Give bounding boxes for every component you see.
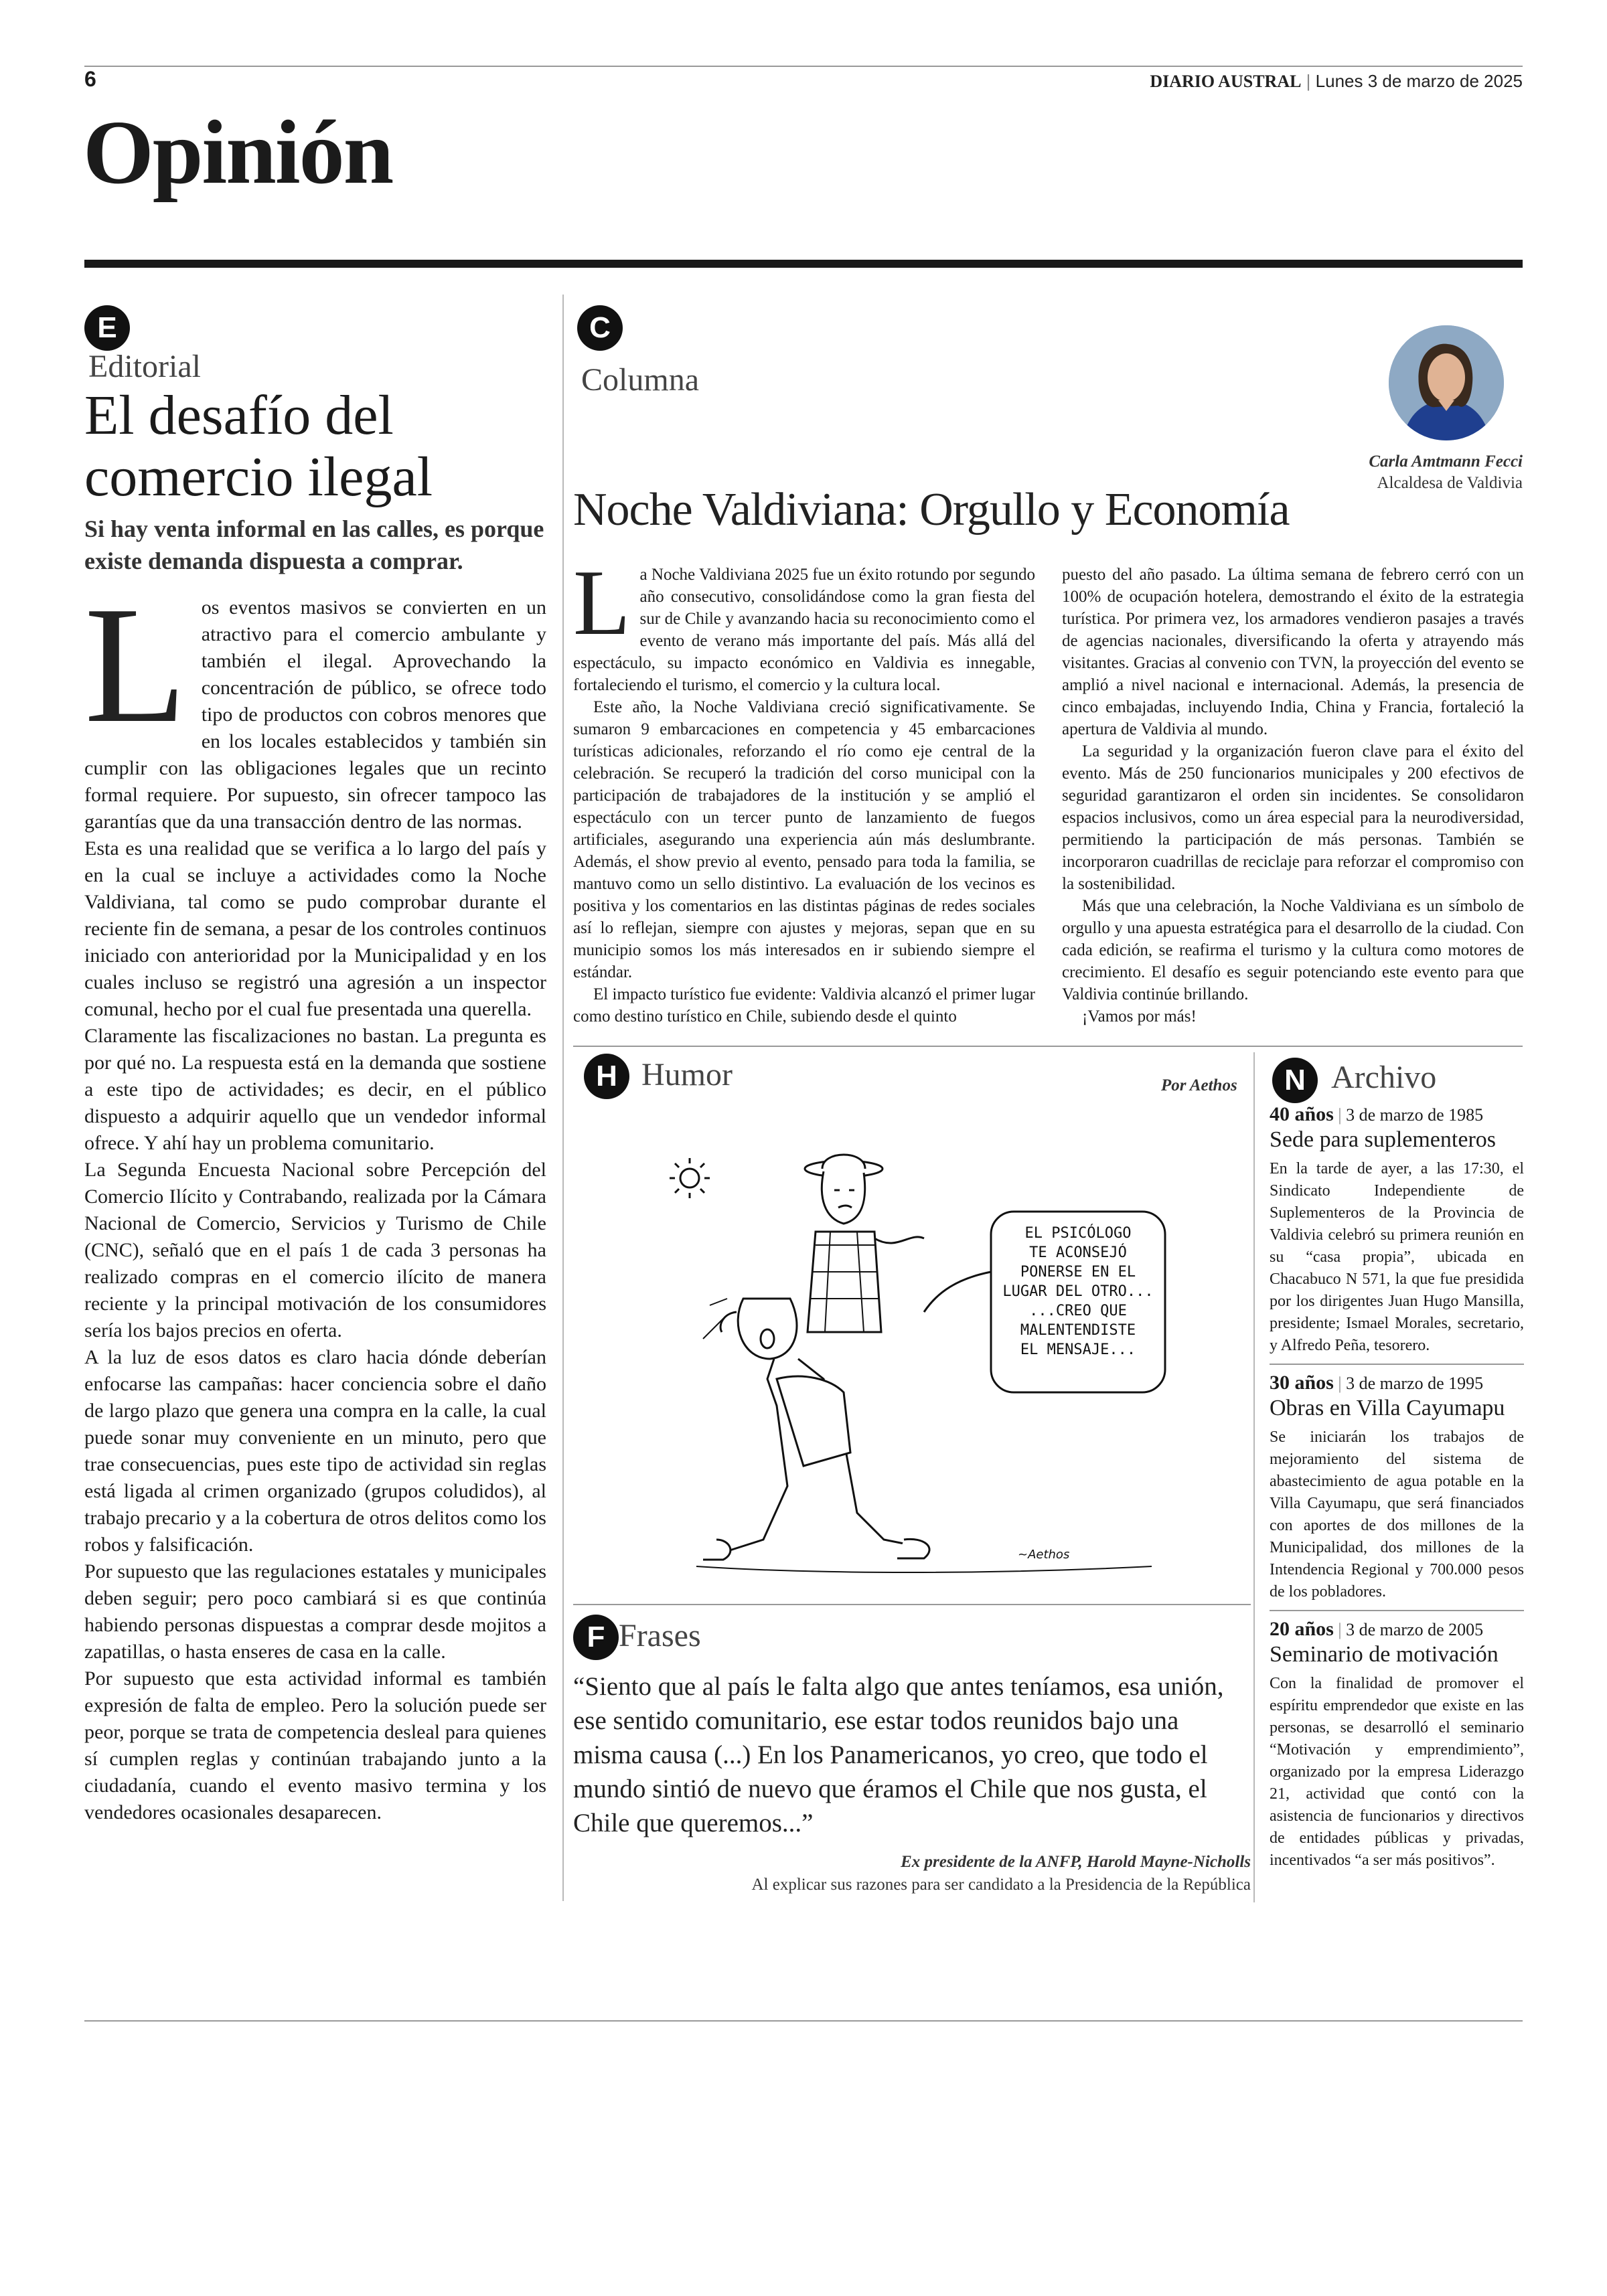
archivo-divider: [1253, 1052, 1255, 1902]
humor-badge: H: [584, 1054, 629, 1099]
cartoon-man-hat: [805, 1155, 924, 1332]
editorial-paragraph: os eventos masivos se convierten en un atractivo para el comercio ambulante y también el ilegal. Aprovechando la concentración de público, se ofrece todo tipo de productos con cobros menores que en los locales establecidos y también sin cumplir con las obligaciones legales que un recinto formal requiere. Por supuesto, sin ofrecer tampoco las garantías que da una transacción dentro de las normas.: [84, 596, 546, 833]
author-photo: [1389, 325, 1504, 440]
humor-bottom-rule: [573, 1604, 1251, 1605]
column-bottom-rule: [573, 1046, 1523, 1047]
archivo-badge: N: [1272, 1058, 1318, 1103]
archivo-item: 30 años | 3 de marzo de 1995 Obras en Villa Cayumapu Se iniciarán los trabajos de mejoramiento del sistema de abastecimiento de agua potable en la Villa Cayumapu, que será financiados con aportes de dos millones de la Municipalidad, dos millones de la Intendencia Regional y 700.000 pesos de los pobladores.: [1270, 1372, 1524, 1603]
editorial-badge: E: [84, 305, 130, 351]
column-paragraph: Este año, la Noche Valdiviana creció significativamente. Se sumaron 9 embarcaciones en competencia y 45 embarcaciones turísticas adicionales, reforzando el río como eje central de la celebración. Se recuperó la tradición del corso municipal con la participación de trabajadores de la institución y se amplió el espectáculo con un tercer punto de lanzamiento de fuegos artificiales, asegurando una experiencia aún más deslumbrante. Además, el show previo al evento, pensado para toda la familia, se mantuvo como un sello distintivo. La evaluación de los vecinos es positiva y los comentarios en las distintas páginas de redes sociales así lo reflejan, siempre con ajustes y mejoras, sepan que en su municipio somos los más interesados en ir subiendo siempre el estándar.: [573, 698, 1035, 981]
cartoon: [643, 1138, 1192, 1593]
column-paragraph: El impacto turístico fue evidente: Valdivia alcanzó el primer lugar como destino turístico en Chile, subiendo desde el quinto: [573, 985, 1035, 1026]
masthead-info: DIARIO AUSTRAL | Lunes 3 de marzo de 2025: [1150, 71, 1523, 91]
archivo-years: 30 años: [1270, 1372, 1334, 1394]
archivo-body: En la tarde de ayer, a las 17:30, el Sindicato Independiente de Suplementeros de la Provincia de Valdivia celebró su primera reunión en su “casa propia”, ubicada en Chacabuco N 571, la que fue presidida por los dirigentes Juan Hugo Mansilla, presidente; Ismael Morales, secretario, y Alfredo Peña, tesorero.: [1270, 1160, 1524, 1354]
column-paragraph: Más que una celebración, la Noche Valdiviana es un símbolo de orgullo y una apuesta estratégica para el desarrollo de la ciudad. Con cada edición, se reafirma el turismo y la cultura como motores de crecimiento. El desafío es seguir potenciando este evento para que Valdivia continúe brillando.: [1062, 897, 1524, 1003]
editorial-paragraph: La Segunda Encuesta Nacional sobre Percepción del Comercio Ilícito y Contrabando, realizada por la Cámara Nacional de Comercio, Servicios y Turismo de Chile (CNC), señaló que en el país 1 de cada 3 personas ha realizado compras en el comercio ilícito de manera reciente y la principal motivación de los consumidores sería los bajos precios en oferta.: [84, 1159, 546, 1341]
page-number: 6: [84, 67, 96, 91]
column-title: Noche Valdiviana: Orgullo y Economía: [573, 484, 1290, 536]
column-label: Columna: [581, 362, 699, 398]
bubble-line: TE ACONSEJÓ: [1029, 1244, 1127, 1261]
speech-bubble-text: [991, 1224, 1165, 1360]
humor-byline: Por Aethos: [1161, 1076, 1237, 1094]
archivo-label: Archivo: [1331, 1060, 1437, 1095]
publication-date: Lunes 3 de marzo de 2025: [1315, 71, 1523, 91]
publication-name: DIARIO AUSTRAL: [1150, 72, 1302, 91]
editorial-paragraph: Por supuesto que las regulaciones estatales y municipales deben seguir; pero poco cambiará si es que continúa habiendo personas dispuestas a comprar desde mojitos a zapatillas, o hasta enseres de casa en la calle.: [84, 1560, 546, 1663]
archivo-list: [1270, 1103, 1524, 1872]
column-dropcap: L: [573, 551, 631, 655]
archivo-title: Seminario de motivación: [1270, 1642, 1499, 1667]
section-title: Opinión: [83, 102, 393, 203]
column-paragraph: ¡Vamos por más!: [1082, 1007, 1197, 1026]
column-paragraph: puesto del año pasado. La última semana de febrero cerró con un 100% de ocupación hotelera, demostrando el éxito de la estrategia turística. Por primera vez, los armadores vendieron pasajes a través de agencias nacionales, diversificando la oferta y atrayendo más visitantes. Gracias al convenio con TVN, la proyección del evento se amplió a nivel nacional e internacional. Además, la presencia de cinco embajadas, incluyendo India, China y Francia, fortaleció la apertura de Valdivia al mundo.: [1062, 566, 1524, 738]
archivo-item: 20 años | 3 de marzo de 2005 Seminario de motivación Con la finalidad de promover el espíritu emprendedor que existe en las personas, se desarrolló el seminario “Motivación y emprendimiento”, organizado por la empresa Liderazgo 21, actividad que contó con la asistencia de funcionarios y directivos de entidades públicas y privadas, incentivados “a ser más positivos”.: [1270, 1618, 1524, 1872]
column-badge: C: [577, 305, 623, 351]
archivo-years: 20 años: [1270, 1618, 1334, 1640]
archivo-title: Obras en Villa Cayumapu: [1270, 1396, 1505, 1420]
sun-icon: [670, 1158, 710, 1198]
column-paragraph: a Noche Valdiviana 2025 fue un éxito rotundo por segundo año consecutivo, consolidándose como la gran fiesta del sur de Chile y avanzando hacia su reconocimiento como el evento de verano más importante del país. Más allá del espectáculo, su impacto económico en Valdivia es innegable, fortaleciendo el turismo, el comercio y la cultura local.: [573, 566, 1035, 694]
svg-text:~Aethos: ~Aethos: [1018, 1548, 1070, 1562]
editorial-paragraph: Claramente las fiscalizaciones no bastan. La pregunta es por qué no. La respuesta está en la demanda que sostiene a este tipo de actividades; es decir, en el público dispuesto a adquirir aquello que un vendedor informal ofrece. Y ahí hay un problema comunitario.: [84, 1025, 546, 1154]
frases-attribution: Ex presidente de la ANFP, Harold Mayne-Nicholls: [901, 1853, 1251, 1871]
frases-quote: “Siento que al país le falta algo que antes teníamos, esa unión, ese sentido comunitario, ese estar todos reunidos bajo una misma causa (...) En los Panamericanos, yo creo, que todo el mundo sintió de nuevo que éramos el Chile que nos gusta, el Chile que queremos...”: [573, 1672, 1224, 1837]
archivo-date: 3 de marzo de 1995: [1346, 1374, 1484, 1393]
editorial-dropcap: L: [84, 572, 187, 758]
bubble-line: PONERSE EN EL: [1020, 1264, 1136, 1281]
archivo-date: 3 de marzo de 2005: [1346, 1620, 1484, 1639]
bubble-line: LUGAR DEL OTRO...: [1002, 1283, 1154, 1300]
column-paragraph: La seguridad y la organización fueron clave para el éxito del evento. Más de 250 funcionarios municipales y 200 efectivos de seguridad garantizaron el orden sin incidentes. Se consolidaron espacios inclusivos, como un área especial para la neurodiversidad, permitiendo la participación de más personas. También se incorporaron cuadrillas de reciclaje para reforzar el compromiso con la sostenibilidad.: [1062, 742, 1524, 893]
archivo-item: 40 años | 3 de marzo de 1985 Sede para suplementeros En la tarde de ayer, a las 17:30, el Sindicato Independiente de Suplementeros de la Provincia de Valdivia celebró su primera reunión en su “casa propia”, ubicada en Chacabuco N 571, la que fue presidida por los dirigentes Juan Hugo Mansilla, presidente; Ismael Morales, secretario, y Alfredo Peña, tesorero.: [1270, 1103, 1524, 1357]
author-name: Carla Amtmann Fecci: [1369, 453, 1523, 471]
archivo-body: Con la finalidad de promover el espíritu emprendedor que existe en las personas, se desarrolló el seminario “Motivación y emprendimiento”, organizado por la empresa Liderazgo 21, actividad que contó con la asistencia de funcionarios y directivos de entidades públicas y privadas, incentivados “a ser más positivos”.: [1270, 1675, 1524, 1869]
column-body-right: [1062, 564, 1524, 1028]
editorial-subtitle: Si hay venta informal en las calles, es porque existe demanda dispuesta a comprar.: [84, 515, 544, 574]
frases-badge: F: [573, 1615, 619, 1660]
editorial-paragraph: Por supuesto que esta actividad informal es también expresión de falta de empleo. Pero la solución puede ser peor, porque se trata de competencia desleal para quienes sí cumplen reglas y continúan trabajando junto a la ciudadanía, cuando el evento masivo termina y los vendedores ocasionales desaparecen.: [84, 1667, 546, 1823]
archivo-years: 40 años: [1270, 1103, 1334, 1125]
column-divider: [562, 295, 564, 1901]
header-rule: [84, 66, 1523, 67]
footer-rule: [84, 2020, 1523, 2022]
editorial-paragraph: A la luz de esos datos es claro hacia dónde deberían enfocarse las campañas: hacer conciencia sobre el daño de largo plazo que genera una compra en la calle, la cual puede sonar muy conveniente en un minuto, pero que trae consecuencias, pues este tipo de actividad sin reglas está ligada al crimen organizado (grupos coludidos), al trabajo precario y a la cobertura de otros delitos como los robos y falsificación.: [84, 1346, 546, 1556]
editorial-paragraph: Esta es una realidad que se verifica a lo largo del país y en la cual se incluye a actividades como la Noche Valdiviana, tal como se pudo comprobar durante el reciente fin de semana, a pesar de los controles continuos iniciado con anterioridad por la Municipalidad y en los cuales incluso se registró una agresión a un inspector comunal, hecho por el cual fue presentada una querella.: [84, 837, 546, 1020]
bubble-line: EL MENSAJE...: [1020, 1341, 1136, 1358]
editorial-title: El desafío del comercio ilegal: [84, 384, 433, 508]
bubble-line: MALENTENDISTE: [1020, 1322, 1136, 1339]
archivo-body: Se iniciarán los trabajos de mejoramiento del sistema de abastecimiento de agua potable en la Villa Cayumapu, que será financiados con aportes de dos millones de la Municipalidad, dos millones de la Intendencia Regional y 700.000 pesos de los pobladores.: [1270, 1428, 1524, 1601]
cartoon-man-walking: [703, 1299, 929, 1560]
column-body-left: [573, 551, 1035, 1028]
frases-label: Frases: [619, 1618, 701, 1653]
bubble-line: EL PSICÓLOGO: [1024, 1225, 1132, 1242]
editorial-body: [84, 572, 546, 1826]
frases-context: Al explicar sus razones para ser candidato a la Presidencia de la República: [751, 1876, 1251, 1894]
humor-label: Humor: [641, 1057, 733, 1092]
archivo-title: Sede para suplementeros: [1270, 1127, 1496, 1152]
section-rule: [84, 260, 1523, 268]
editorial-label: Editorial: [88, 349, 201, 384]
archivo-date: 3 de marzo de 1985: [1346, 1105, 1484, 1125]
author-role: Alcaldesa de Valdivia: [1377, 474, 1523, 492]
bubble-line: ...CREO QUE: [1029, 1303, 1127, 1319]
